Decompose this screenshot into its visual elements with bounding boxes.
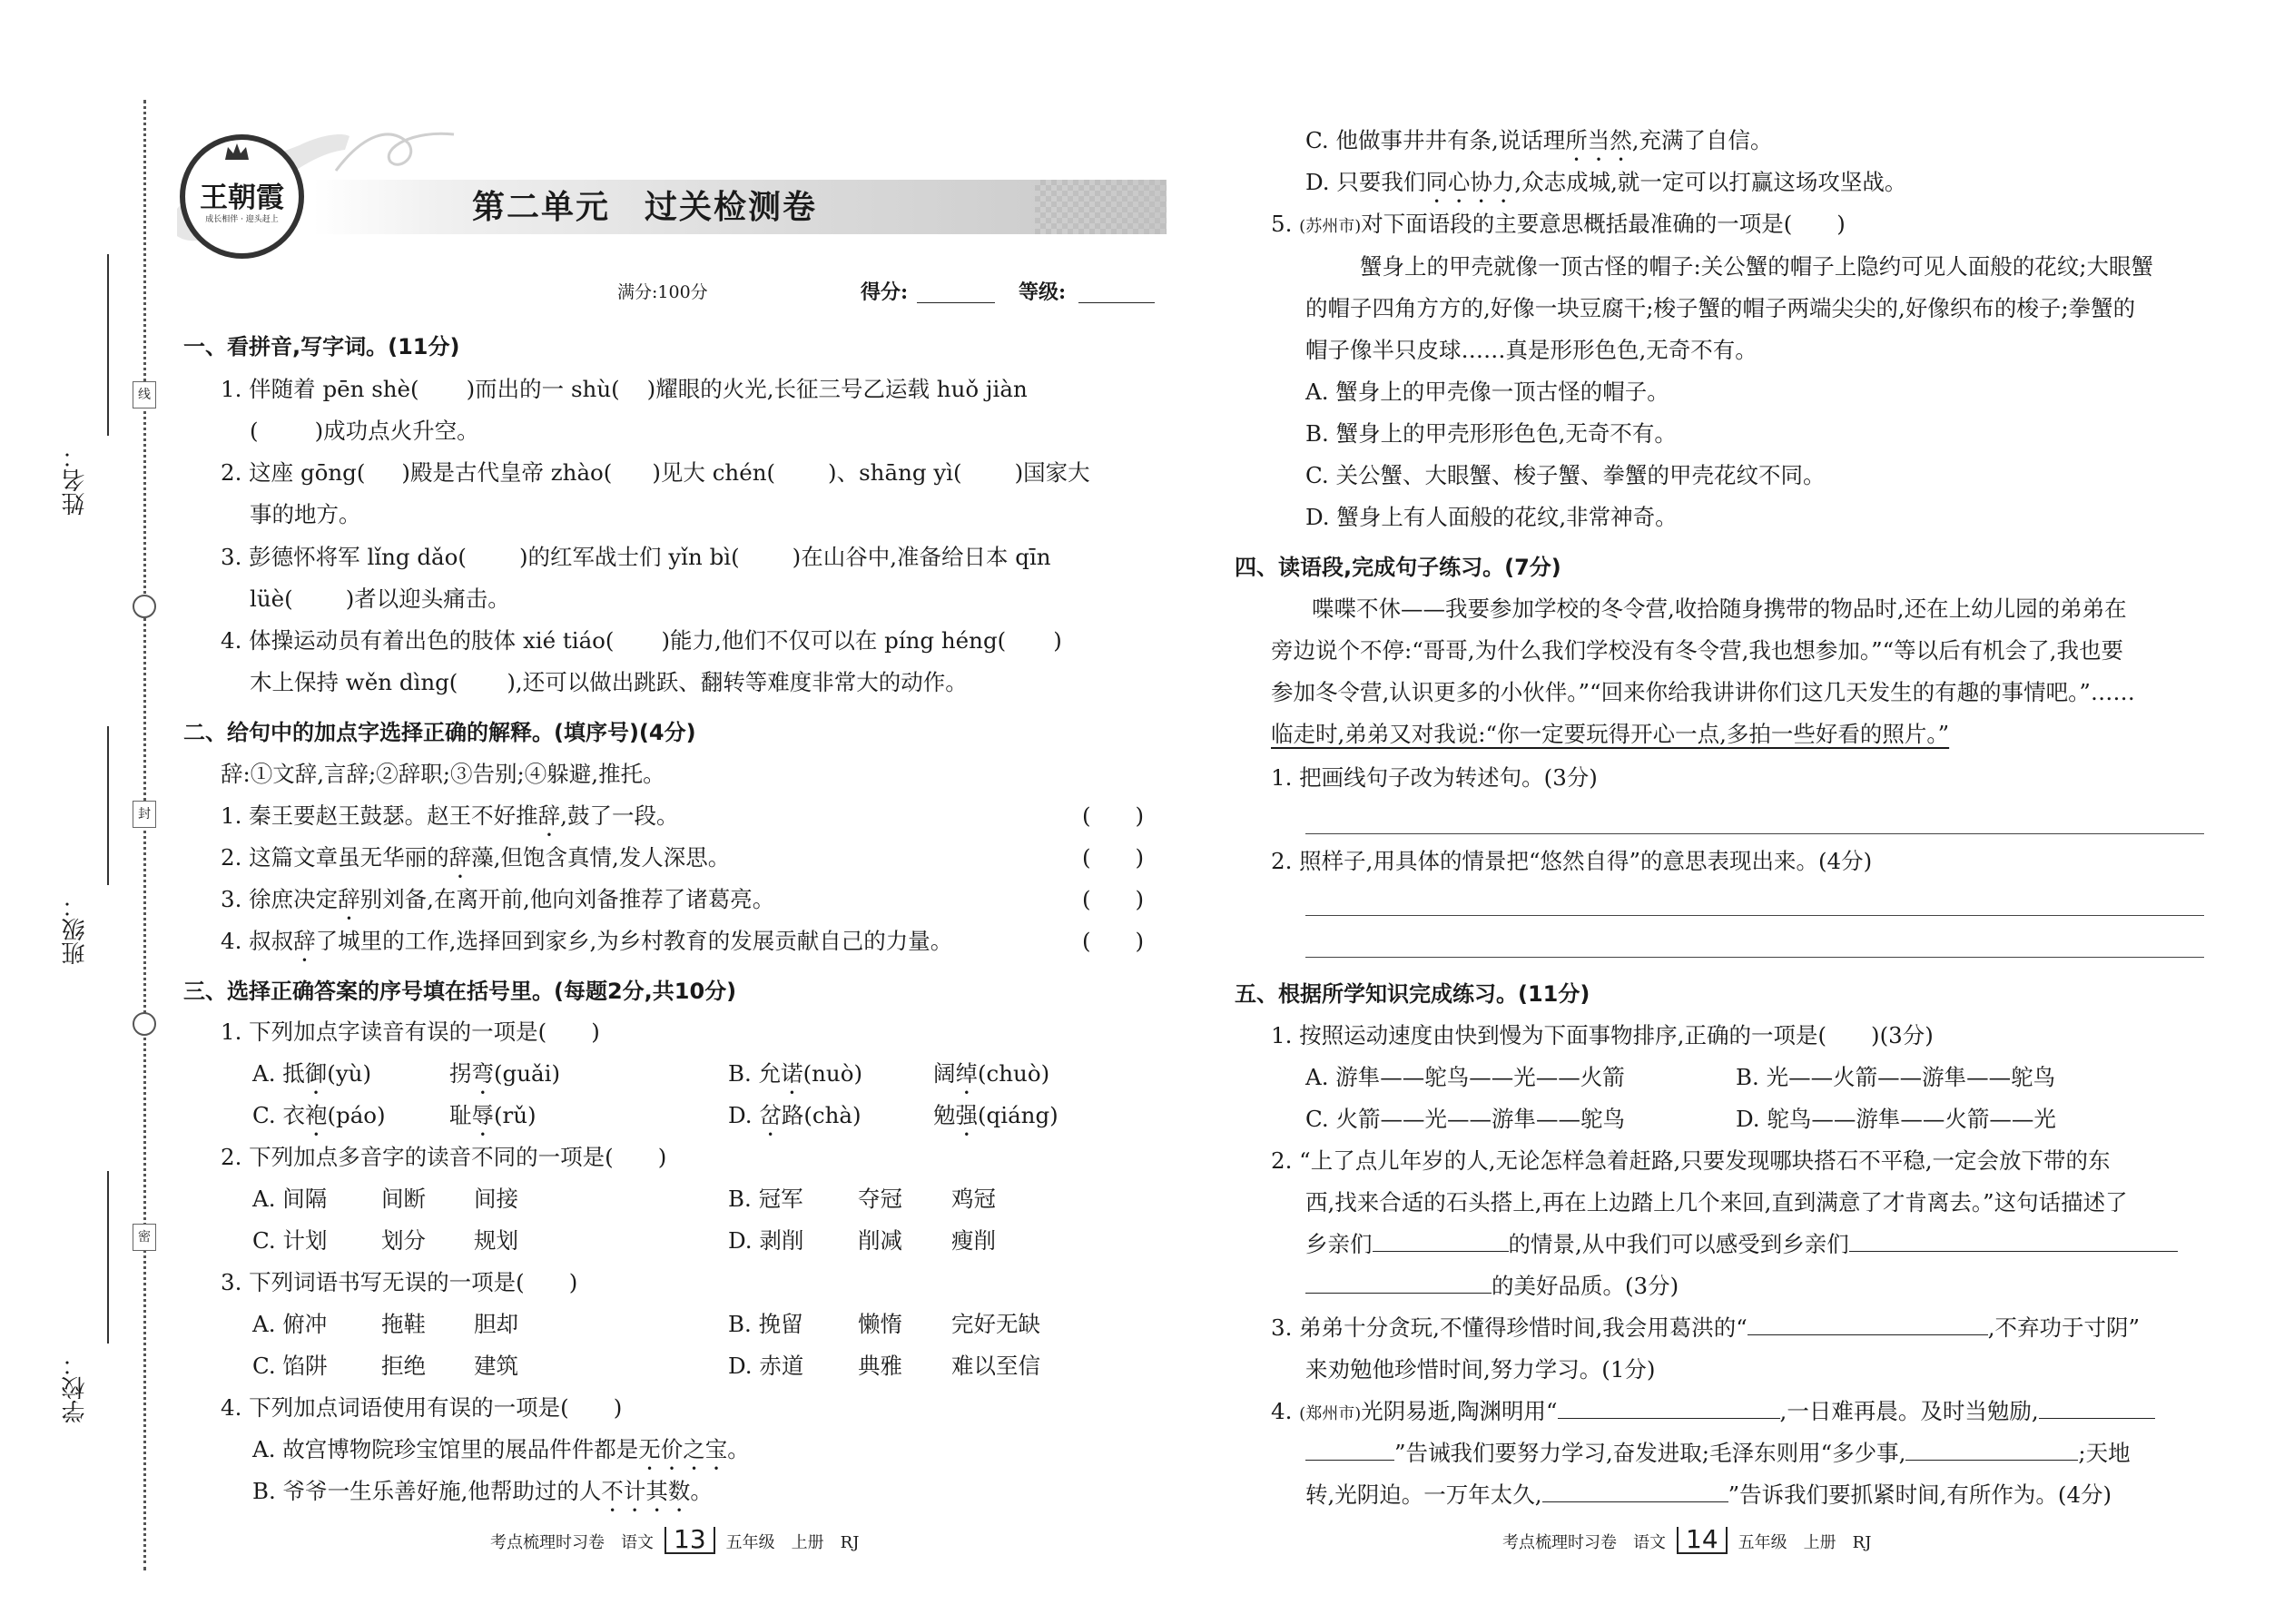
s5-q2-line3: 乡亲们 的情景,从中我们可以感受到乡亲们 bbox=[1305, 1229, 2178, 1260]
grade-field[interactable] bbox=[1078, 302, 1155, 303]
s5-q4-line1: 4. (郑州市)光阴易逝,陶渊明用“ ,一日难再晨。及时当勉励, bbox=[1271, 1396, 2155, 1430]
s2-q4: 4. 叔叔辞了城里的工作,选择回到家乡,为乡村教育的发展贡献自己的力量。 bbox=[221, 928, 953, 954]
source-tag-zhengzhou: (郑州市) bbox=[1299, 1404, 1362, 1423]
s5-q2-blank-3[interactable] bbox=[1305, 1273, 1492, 1294]
section-3-title: 三、选择正确答案的序号填在括号里。(每题2分,共10分) bbox=[183, 979, 737, 1004]
s4-q2-answer-line-2[interactable] bbox=[1305, 957, 2204, 958]
s3-q4-C: C. 他做事井井有条,说话理所当然,充满了自信。 bbox=[1305, 127, 1773, 153]
s4-passage-4-underlined: 临走时,弟弟又对我说:“你一定要玩得开心一点,多拍一些好看的照片。” bbox=[1271, 721, 1950, 747]
s5-q1-C: C. 火箭——光——游隼——鸵鸟 bbox=[1305, 1106, 1625, 1132]
s5-q4-blank-2[interactable] bbox=[2039, 1398, 2155, 1419]
s5-q2-line1: 2. “上了点儿年岁的人,无论怎样急着赶路,只要发现哪块搭石不平稳,一定会放下带的东 bbox=[1271, 1147, 2111, 1174]
s3-q1: 1. 下列加点字读音有误的一项是( ) bbox=[221, 1019, 600, 1045]
score-field[interactable] bbox=[917, 302, 995, 303]
s2-q1-answer[interactable]: ( ) bbox=[1082, 802, 1145, 829]
s5-q2-line2: 西,找来合适的石头搭上,再在上边踏上几个来回,直到满意了才肯离去。”这句话描述了 bbox=[1305, 1189, 2128, 1216]
s3-q3-B-2: 懒惰 bbox=[858, 1311, 902, 1337]
s3-q4-A: A. 故宫博物院珍宝馆里的展品件件都是无价之宝。 bbox=[252, 1436, 750, 1462]
name-label: 姓名： bbox=[62, 445, 89, 516]
s3-q2-A-2: 间断 bbox=[381, 1186, 426, 1212]
s5-q2-line4: 的美好品质。(3分) bbox=[1305, 1271, 1679, 1302]
binding-hole-1 bbox=[133, 595, 156, 618]
s1-q2-line1: 2. 这座 gōng( )殿是古代皇帝 zhào( )见大 chén( )、shāng yì( )国家大 bbox=[221, 459, 1090, 486]
s3-q3-C-2: 拒绝 bbox=[381, 1353, 426, 1379]
s1-q4-line2: 木上保持 wěn dìng( ),还可以做出跳跃、翻转等难度非常大的动作。 bbox=[250, 669, 968, 695]
s5-q4-line2: ”告诫我们要努力学习,奋发进取;毛泽东则用“多少事, ;天地 bbox=[1305, 1438, 2131, 1469]
s3-q4-B: B. 爷爷一生乐善好施,他帮助过的人不计其数。 bbox=[252, 1478, 713, 1504]
s3-q2-B-3: 鸡冠 bbox=[951, 1186, 996, 1212]
name-field[interactable] bbox=[107, 254, 109, 436]
s3-q2-C-3: 规划 bbox=[474, 1227, 518, 1254]
school-label: 学校： bbox=[62, 1353, 89, 1423]
s3-q5-D: D. 蟹身上有人面般的花纹,非常神奇。 bbox=[1305, 504, 1678, 530]
s3-q2-C-1: C. 计划 bbox=[252, 1227, 328, 1254]
s3-q1-C2: 耻辱(rǔ) bbox=[449, 1102, 537, 1128]
brand-emblem bbox=[180, 134, 304, 259]
cut-mark-3: 密 bbox=[133, 1224, 156, 1251]
section-1-title: 一、看拼音,写字词。(11分) bbox=[183, 334, 460, 359]
s1-q3-line1: 3. 彭德怀将军 lǐng dǎo( )的红军战士们 yǐn bì( )在山谷中,准备给日本 qīn bbox=[221, 544, 1051, 570]
s2-q4-answer[interactable]: ( ) bbox=[1082, 928, 1145, 954]
binding-hole-2 bbox=[133, 1012, 156, 1036]
s4-passage-1: 喋喋不休——我要参加学校的冬令营,收拾随身携带的物品时,还在上幼儿园的弟弟在 bbox=[1312, 595, 2127, 622]
ribbon-scribble-decoration bbox=[327, 116, 463, 189]
page-title: 第二单元 过关检测卷 bbox=[472, 189, 818, 226]
s1-q1-line1: 1. 伴随着 pēn shè( )而出的一 shù( )耀眼的火光,长征三号乙运载 huǒ jiàn bbox=[221, 376, 1028, 402]
s5-q3-line2: 来劝勉他珍惜时间,努力学习。(1分) bbox=[1305, 1356, 1656, 1383]
s5-q2-blank-1[interactable] bbox=[1373, 1231, 1509, 1252]
s2-q2-answer[interactable]: ( ) bbox=[1082, 844, 1145, 871]
s3-q1-A2: 拐弯(guǎi) bbox=[449, 1060, 561, 1087]
s2-q2: 2. 这篇文章虽无华丽的辞藻,但饱含真情,发人深思。 bbox=[221, 844, 731, 871]
s4-passage-2: 旁边说个不停:“哥哥,为什么我们学校没有冬令营,我也想参加。”“等以后有机会了,我也要 bbox=[1271, 637, 2123, 664]
section-4-title: 四、读语段,完成句子练习。(7分) bbox=[1235, 555, 1561, 580]
s3-q3-D-2: 典雅 bbox=[858, 1353, 902, 1379]
s4-q2-answer-line-1[interactable] bbox=[1305, 915, 2204, 916]
s5-q4-blank-1[interactable] bbox=[1558, 1398, 1780, 1419]
s5-q1-B: B. 光——火箭——游隼——鸵鸟 bbox=[1736, 1064, 2056, 1090]
s5-q1-A: A. 游隼——鸵鸟——光——火箭 bbox=[1305, 1064, 1625, 1090]
s3-q3-B-1: B. 挽留 bbox=[728, 1311, 803, 1337]
school-field[interactable] bbox=[107, 1171, 109, 1343]
s3-q1-B1: B. 允诺(nuò) bbox=[728, 1060, 863, 1087]
s5-q4-blank-4[interactable] bbox=[1905, 1440, 2078, 1461]
s3-q5-passage-2: 的帽子四角方方的,好像一块豆腐干;梭子蟹的帽子两端尖尖的,好像织布的梭子;拳蟹的 bbox=[1305, 295, 2136, 321]
s2-q1: 1. 秦王要赵王鼓瑟。赵王不好推辞,鼓了一段。 bbox=[221, 802, 679, 829]
class-field[interactable] bbox=[107, 726, 109, 885]
s3-q3-A-1: A. 俯冲 bbox=[252, 1311, 328, 1337]
s1-q1-line2: ( )成功点火升空。 bbox=[250, 418, 479, 444]
s2-intro: 辞:①文辞,言辞;②辞职;③告别;④躲避,推托。 bbox=[221, 761, 665, 787]
s5-q4-blank-5[interactable] bbox=[1542, 1481, 1728, 1502]
s2-q3: 3. 徐庶决定辞别刘备,在离开前,他向刘备推荐了诸葛亮。 bbox=[221, 886, 775, 912]
s3-q3-A-2: 拖鞋 bbox=[381, 1311, 426, 1337]
class-label: 班级： bbox=[62, 894, 89, 965]
crown-icon bbox=[223, 142, 251, 162]
cut-mark-2: 封 bbox=[133, 801, 156, 828]
s3-q3-C-1: C. 馅阱 bbox=[252, 1353, 328, 1379]
s3-q1-D1: D. 岔路(chà) bbox=[728, 1102, 861, 1128]
s3-q1-C1: C. 衣袍(páo) bbox=[252, 1102, 386, 1128]
s3-q5-A: A. 蟹身上的甲壳像一顶古怪的帽子。 bbox=[1305, 379, 1669, 405]
s3-q5-B: B. 蟹身上的甲壳形形色色,无奇不有。 bbox=[1305, 420, 1677, 447]
cut-mark-1: 线 bbox=[133, 381, 156, 408]
s3-q2: 2. 下列加点多音字的读音不同的一项是( ) bbox=[221, 1144, 667, 1170]
right-footer: 考点梳理时习卷 语文 14 五年级 上册 RJ bbox=[1502, 1524, 1872, 1554]
left-footer: 考点梳理时习卷 语文 13 五年级 上册 RJ bbox=[490, 1524, 860, 1554]
source-tag-suzhou: (苏州市) bbox=[1299, 217, 1362, 236]
s3-q2-A-3: 间接 bbox=[474, 1186, 518, 1212]
s3-q5-passage-1: 蟹身上的甲壳就像一顶古怪的帽子:关公蟹的帽子上隐约可见人面般的花纹;大眼蟹 bbox=[1360, 253, 2154, 280]
s3-q2-D-2: 削减 bbox=[858, 1227, 902, 1254]
s5-q4-blank-3[interactable] bbox=[1305, 1440, 1394, 1461]
s4-q1-answer-line[interactable] bbox=[1305, 833, 2204, 834]
brand-name: 王朝霞 bbox=[200, 182, 284, 214]
s3-q2-D-1: D. 剥削 bbox=[728, 1227, 804, 1254]
s5-q1: 1. 按照运动速度由快到慢为下面事物排序,正确的一项是( )(3分) bbox=[1271, 1022, 1934, 1048]
s1-q4-line1: 4. 体操运动员有着出色的肢体 xié tiáo( )能力,他们不仅可以在 píng héng( ) bbox=[221, 627, 1062, 654]
title-checker-pattern bbox=[1035, 180, 1167, 234]
s3-q1-D2: 勉强(qiáng) bbox=[933, 1102, 1058, 1128]
s3-q5-passage-3: 帽子像半只皮球……真是形形色色,无奇不有。 bbox=[1305, 337, 1757, 363]
page-number-13: 13 bbox=[665, 1527, 715, 1554]
s5-q2-blank-2[interactable] bbox=[1849, 1231, 2178, 1252]
s5-q1-D: D. 鸵鸟——游隼——火箭——光 bbox=[1736, 1106, 2056, 1132]
s3-q3-D-3: 难以至信 bbox=[951, 1353, 1040, 1379]
page-number-14: 14 bbox=[1677, 1527, 1728, 1554]
s3-q2-A-1: A. 间隔 bbox=[252, 1186, 328, 1212]
s5-q3-line1: 3. 弟弟十分贪玩,不懂得珍惜时间,我会用葛洪的“ ,不弃功于寸阴” bbox=[1271, 1314, 2141, 1341]
s3-q4-D: D. 只要我们同心协力,众志成城,就一定可以打赢这场攻坚战。 bbox=[1305, 169, 1907, 195]
section-5-title: 五、根据所学知识完成练习。(11分) bbox=[1235, 981, 1590, 1007]
s2-q3-answer[interactable]: ( ) bbox=[1082, 886, 1145, 912]
s3-q2-B-2: 夺冠 bbox=[858, 1186, 902, 1212]
section-2-title: 二、给句中的加点字选择正确的解释。(填序号)(4分) bbox=[183, 720, 696, 745]
s4-passage-3: 参加冬令营,认识更多的小伙伴。”“回来你给我讲讲你们这几天发生的有趣的事情吧。”…… bbox=[1271, 679, 2135, 705]
s3-q3-D-1: D. 赤道 bbox=[728, 1353, 804, 1379]
score-label: 得分: bbox=[861, 281, 909, 304]
s3-q5-C: C. 关公蟹、大眼蟹、梭子蟹、拳蟹的甲壳花纹不同。 bbox=[1305, 462, 1826, 488]
s1-q2-line2: 事的地方。 bbox=[250, 501, 361, 527]
s3-q2-C-2: 划分 bbox=[381, 1227, 426, 1254]
s4-q2: 2. 照样子,用具体的情景把“悠然自得”的意思表现出来。(4分) bbox=[1271, 848, 1873, 874]
brand-tagline: 成长相伴 · 迎头赶上 bbox=[205, 215, 279, 224]
s3-q2-B-1: B. 冠军 bbox=[728, 1186, 803, 1212]
s3-q1-A1: A. 抵御(yù) bbox=[252, 1060, 372, 1087]
s1-q3-line2: lüè( )者以迎头痛击。 bbox=[250, 586, 510, 612]
s3-q3: 3. 下列词语书写无误的一项是( ) bbox=[221, 1269, 578, 1295]
grade-label: 等级: bbox=[1019, 281, 1067, 304]
s3-q3-A-3: 胆却 bbox=[474, 1311, 518, 1337]
s3-q5: 5. (苏州市)对下面语段的主要意思概括最准确的一项是( ) bbox=[1271, 211, 1846, 237]
binding-dotted-line bbox=[143, 100, 146, 1570]
s5-q3-blank[interactable] bbox=[1748, 1314, 1988, 1335]
s4-q1: 1. 把画线句子改为转述句。(3分) bbox=[1271, 764, 1598, 791]
s3-q3-C-3: 建筑 bbox=[474, 1353, 518, 1379]
s3-q2-D-3: 瘦削 bbox=[951, 1227, 996, 1254]
s5-q4-line3: 转,光阴迫。一万年太久, ”告诉我们要抓紧时间,有所作为。(4分) bbox=[1305, 1481, 2112, 1508]
s3-q1-B2: 阔绰(chuò) bbox=[933, 1060, 1050, 1087]
full-score: 满分:100分 bbox=[617, 282, 708, 302]
s3-q4: 4. 下列加点词语使用有误的一项是( ) bbox=[221, 1394, 623, 1421]
s3-q3-B-3: 完好无缺 bbox=[951, 1311, 1040, 1337]
